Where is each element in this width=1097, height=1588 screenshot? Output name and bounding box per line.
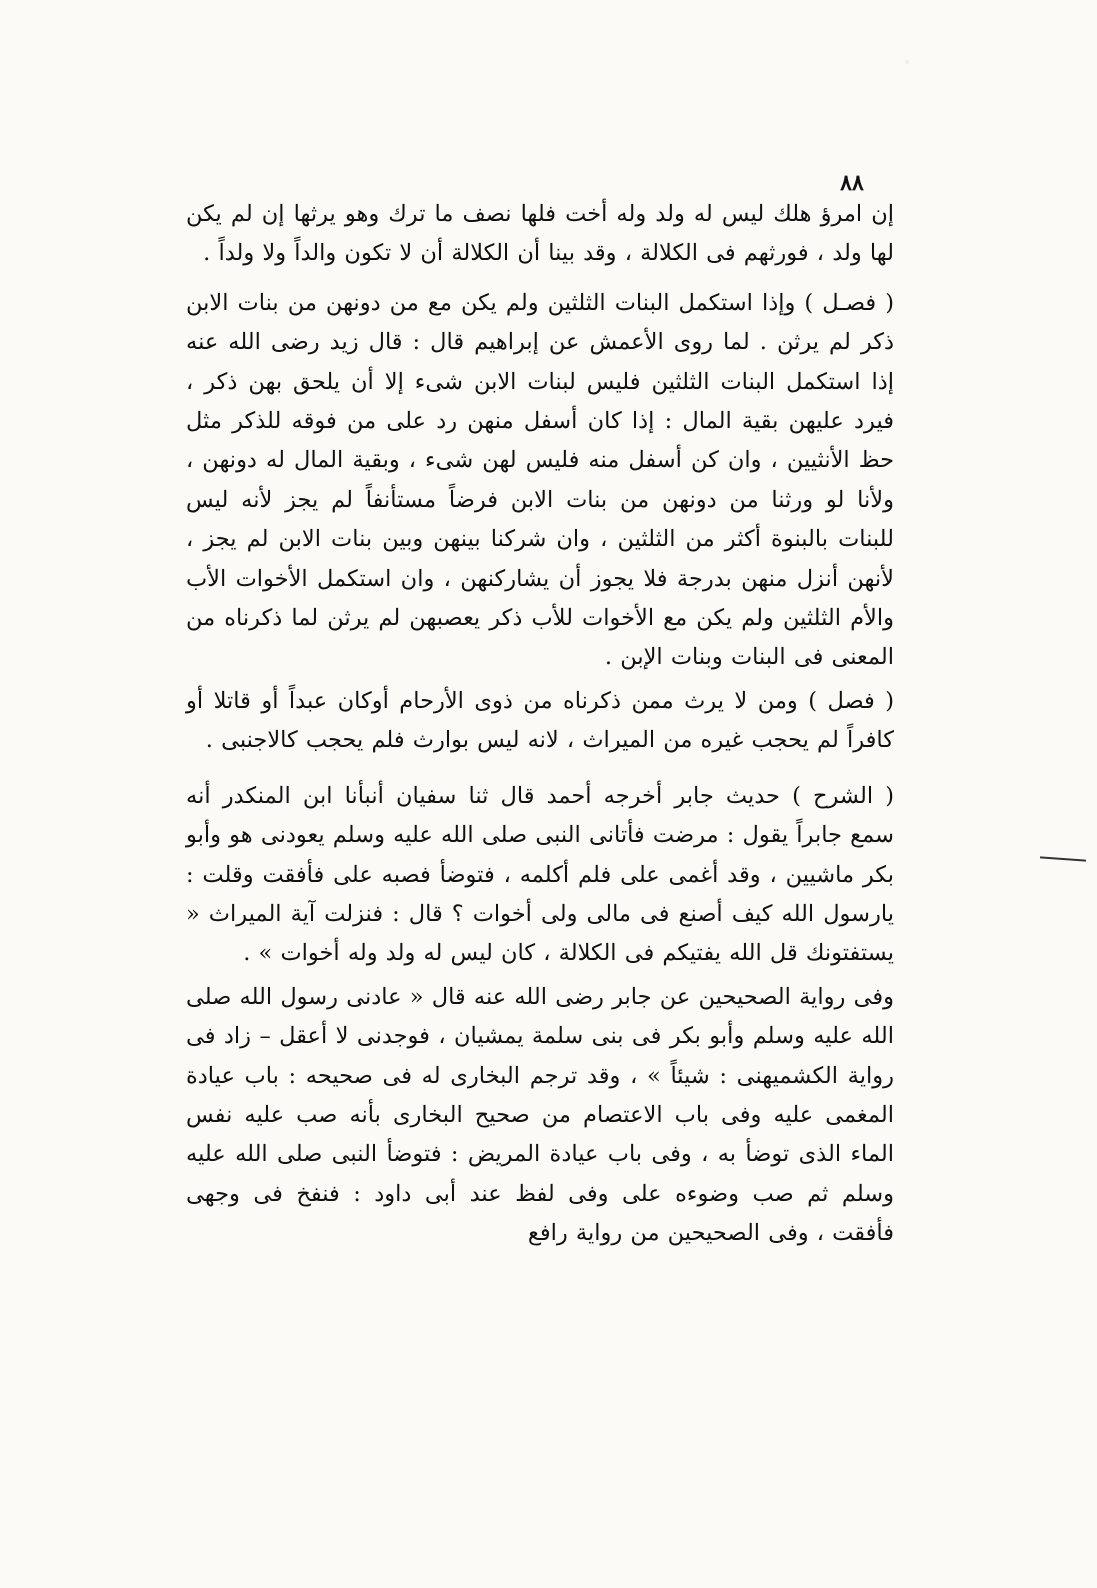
paragraph-fasl-daughters: ( فصـل ) وإذا استكمل البنات الثلثين ولم يكن مع من دونهن من بنات الابن ذكر لم يرثن . لما روى الأعمش عن إبراهيم قال : قال زيد رضى الله عنه إذا استكمل البنات الثلثين فليس لبنات الابن شىء إلا أن يلحق بهن ذكر ، فيرد عليهن بقية المال : إذا كان أسفل منهن رد على من فوقه للذكر مثل حظ الأنثيين ، وان كن أسفل منه فليس لهن شىء ، وبقية المال له دونهن ، ولأنا لو ورثنا من دونهن من بنات الابن فرضاً مستأنفاً لم يجز لأنه ليس للبنات بالبنوة أكثر من الثلثين ، وان شركنا بينهن وبين بنات الابن لم يجز ، لأنهن أنزل منهن بدرجة فلا يجوز أن يشاركنهن ، وان استكمل الأخوات الأب والأم الثلثين ولم يكن مع الأخوات للأب ذكر يعصبهن لم يرثن لما ذكرناه من المعنى فى البنات وبنات الإبن . [186, 289, 894, 671]
paragraph-fasl-non-heirs: ( فصل ) ومن لا يرث ممن ذكرناه من ذوى الأرحام أوكان عبداً أو قاتلا أو كافراً لم يحجب غيره من الميراث ، لانه ليس بوارث فلم يحجب كالاجنبى . [186, 687, 894, 754]
paragraph-verse-end: إن امرؤ هلك ليس له ولد وله أخت فلها نصف ما ترك وهو يرثها إن لم يكن لها ولد ، فورثهم فى الكلالة ، وقد بينا أن الكلالة أن لا تكون والداً ولا ولداً . [186, 201, 894, 267]
paragraph-sharh: ( الشرح ) حديث جابر أخرجه أحمد قال ثنا سفيان أنبأنا ابن المنكدر أنه سمع جابراً يقول : مرضت فأتانى النبى صلى الله عليه وسلم يعودنى هو وأبو بكر ماشيين ، وقد أغمى على فلم أكلمه ، فتوضأ فصبه على فأفقت وقلت : يارسول الله كيف أصنع فى مالى ولى أخوات ؟ قال : فنزلت آية الميراث « يستفتونك قل الله يفتيكم فى الكلالة ، كان ليس له ولد وله أخوات » . [186, 782, 894, 967]
margin-mark [1040, 856, 1086, 861]
paragraph-sahihayn: وفى رواية الصحيحين عن جابر رضى الله عنه قال « عادنى رسول الله صلى الله عليه وسلم وأبو بكر فى بنى سلمة يمشيان ، فوجدنى لا أعقل – زاد فى رواية الكشميهنى : شيئاً » ، وقد ترجم البخارى له فى صحيحه : باب عيادة المغمى عليه وفى باب الاعتصام من صحيح البخارى بأنه صب عليه نفس الماء الذى توضأ به ، وفى باب عيادة المريض : فتوضأ النبى صلى الله عليه وسلم ثم صب وضوءه على وفى لفظ عند أبى داود : فنفخ فى وجهى فأفقت ، وفى الصحيحين من رواية رافع [186, 983, 894, 1247]
page-number: ٨٨ [840, 170, 864, 196]
main-text [186, 195, 894, 1254]
page-speck [905, 60, 909, 64]
